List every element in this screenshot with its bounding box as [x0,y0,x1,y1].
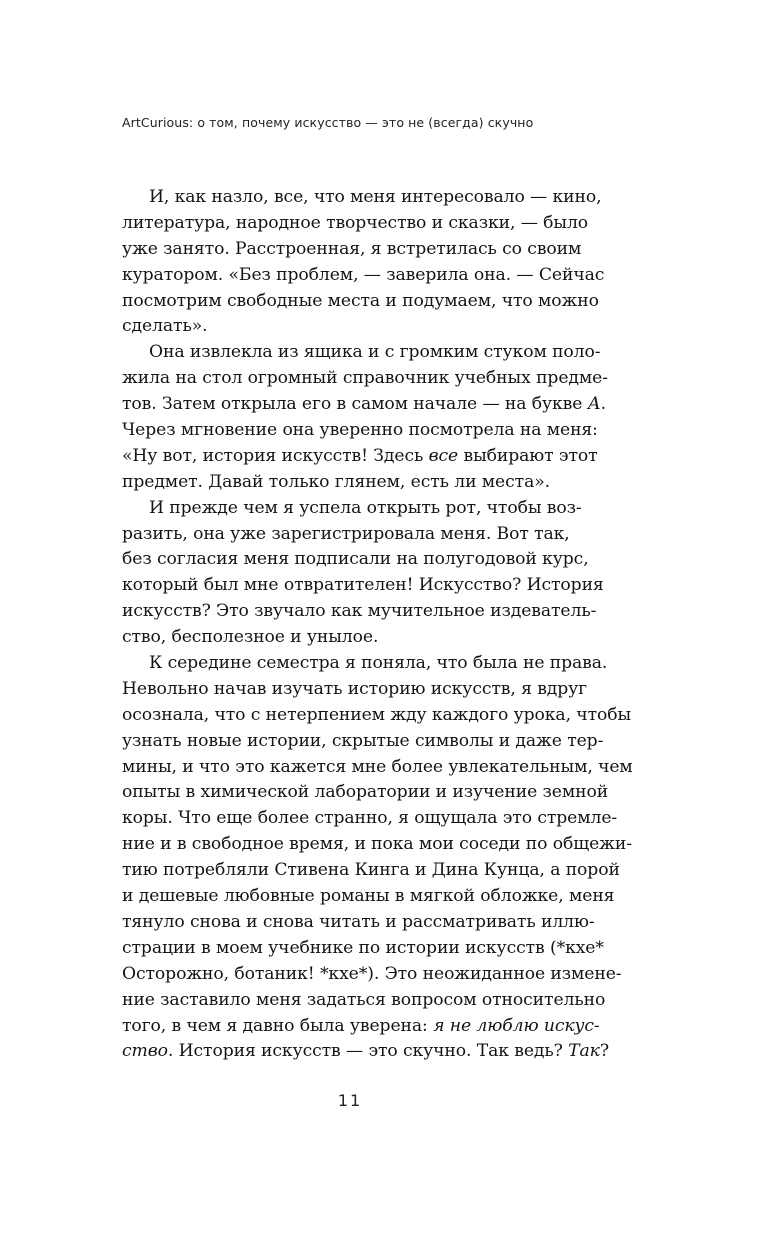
text-line: литература, народное творчество и сказки, — было [122,212,589,233]
text-line: Она извлекла из ящика и с громким стуком поло- [149,342,601,363]
text-line: К середине семестра я поняла, что была не права. [149,653,608,674]
text-line: И прежде чем я успела открыть рот, чтобы воз- [149,497,582,518]
text-line: уже занято. Расстроенная, я встретилась со своим [122,238,582,259]
text-line: осознала, что с нетерпением жду каждого урока, чтобы [122,704,632,725]
text-segment: ? [599,1041,609,1062]
text-line: ние и в свободное время, и пока мои соседи по общежи- [122,834,632,855]
text-line: жила на стол огромный справочник учебных предме- [122,368,608,389]
text-line: куратором. «Без проблем, — заверила она. — Сейчас [122,264,605,285]
text-segment: «Ну вот, история искусств! Здесь [122,445,429,466]
text-line: тянуло снова и снова читать и рассматривать иллю- [122,911,595,932]
text-line [122,1039,638,1065]
text-line [122,444,638,470]
text-line: Через мгновение она уверенно посмотрела на меня: [122,420,598,441]
text-line: Осторожно, ботаник! *кхе*). Это неожиданное измене- [122,963,622,984]
text-line: сделать». [122,316,208,337]
text-line: узнать новые истории, скрытые символы и даже тер- [122,730,604,751]
text-line: который был мне отвратителен! Искусство? История [122,575,604,596]
italic-phrase: ство [122,1041,168,1062]
text-line: ние заставило меня задаться вопросом относительно [122,989,606,1010]
text-line: коры. Что еще более странно, я ощущала это стремле- [122,808,618,829]
text-segment: того, в чем я давно была уверена: [122,1015,434,1036]
text-segment: тов. Затем открыла его в самом начале — на букве [122,394,588,415]
text-line: и дешевые любовные романы в мягкой обложке, меня [122,886,615,907]
italic-word: все [428,445,459,466]
italic-phrase: я не люблю искус- [433,1015,600,1036]
italic-letter: А [587,394,601,415]
text-line: опыты в химической лаборатории и изучение земной [122,782,609,803]
text-line: предмет. Давай только глянем, есть ли места». [122,471,550,492]
text-segment: выбирают этот [458,445,598,466]
text-segment: . История искусств — это скучно. Так ведь? [167,1041,569,1062]
text-line: Невольно начав изучать историю искусств, я вдруг [122,678,588,699]
text-line: без согласия меня подписали на полугодовой курс, [122,549,589,570]
italic-word: Так [568,1041,600,1062]
text-line: искусств? Это звучало как мучительное издеватель- [122,601,597,622]
text-line: тию потребляли Стивена Кинга и Дина Кунца, а порой [122,860,620,881]
text-line: И, как назло, все, что меня интересовало — кино, [149,187,602,207]
text-line: разить, она уже зарегистрировала меня. Вот так, [122,523,570,544]
page-number: 11 [337,1091,363,1110]
text-segment: . [600,394,606,415]
text-line [122,392,638,418]
body-text [122,185,638,1065]
text-line: посмотрим свободные места и подумаем, что можно [122,290,599,311]
text-line [122,1014,638,1040]
running-header: ArtCurious: о том, почему искусство — это не (всегда) скучно [122,115,534,130]
text-line: страции в моем учебнике по истории искусств (*кхе* [122,937,604,958]
text-line: ство, бесполезное и унылое. [122,627,379,648]
text-line: мины, и что это кажется мне более увлекательным, чем [122,756,633,777]
